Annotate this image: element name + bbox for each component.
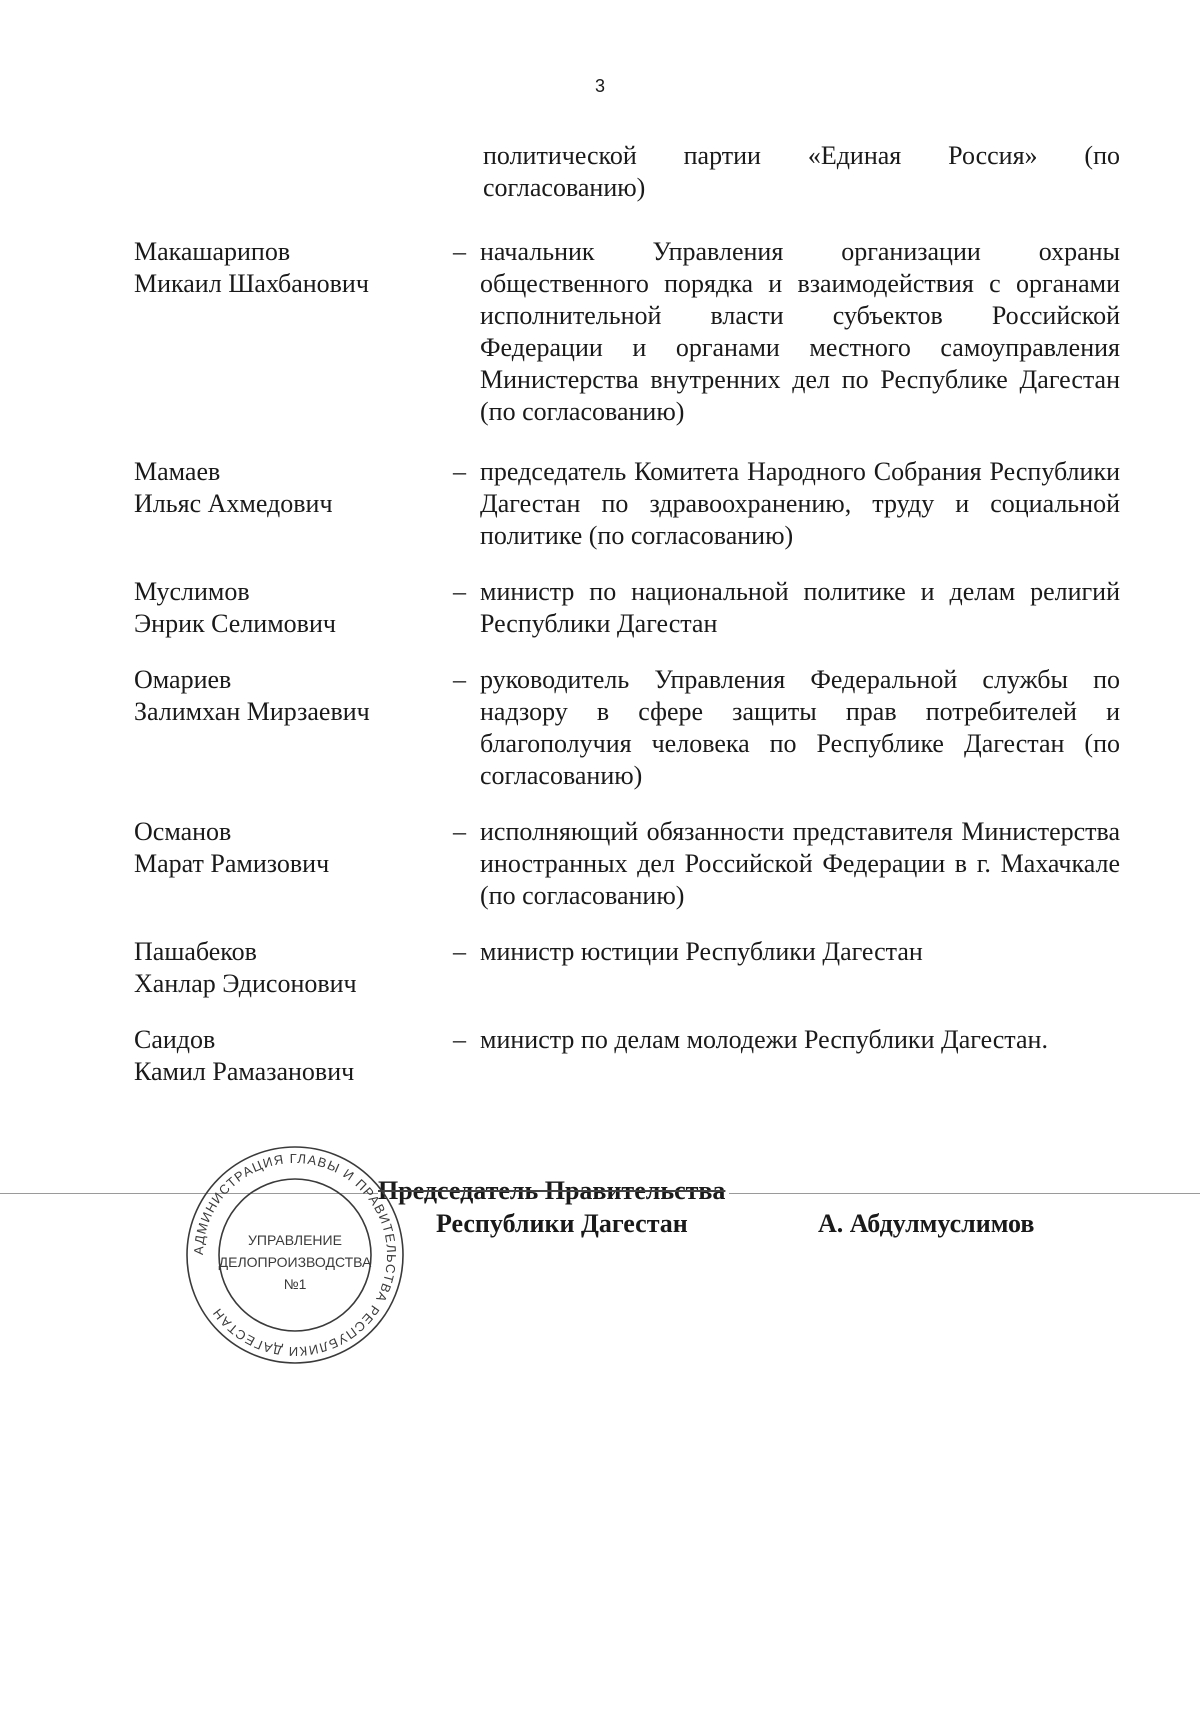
member-given-name: Залимхан Мирзаевич	[134, 697, 370, 726]
member-name	[134, 816, 434, 880]
member-surname: Омариев	[134, 665, 232, 694]
official-stamp	[180, 1140, 410, 1370]
member-position: руководитель Управления Федеральной службы по надзору в сфере защиты прав потребителей и благополучия человека по Республике Дагестан (по согласованию)	[480, 665, 1120, 790]
member-name	[134, 936, 434, 1000]
member-given-name: Ильяс Ахмедович	[134, 489, 333, 518]
member-position: министр юстиции Республики Дагестан	[480, 937, 923, 966]
dash-separator: –	[453, 1025, 466, 1054]
stamp-line-1: УПРАВЛЕНИЕ	[248, 1232, 342, 1248]
member-surname: Пашабеков	[134, 937, 257, 966]
dash-separator: –	[453, 665, 466, 694]
dash-separator: –	[453, 457, 466, 486]
dash-separator: –	[453, 817, 466, 846]
member-given-name: Энрик Селимович	[134, 609, 336, 638]
dash-separator: –	[453, 937, 466, 966]
member-surname: Османов	[134, 817, 232, 846]
member-given-name: Марат Рамизович	[134, 849, 330, 878]
continued-position-text: политической партии «Единая Россия» (по согласованию)	[483, 141, 1120, 202]
signature-organization: Республики Дагестан	[436, 1209, 688, 1238]
stamp-line-3: №1	[283, 1276, 307, 1292]
page-number: 3	[594, 76, 605, 96]
signature-name: А. Абдулмуслимов	[818, 1209, 1035, 1238]
member-position: председатель Комитета Народного Собрания Республики Дагестан по здравоохранению, труду и социальной политике (по согласованию)	[480, 457, 1120, 550]
member-name	[134, 1024, 434, 1088]
member-surname: Мамаев	[134, 457, 221, 486]
dash-separator: –	[453, 237, 466, 266]
member-position: начальник Управления организации охраны общественного порядка и взаимодействия с органами исполнительной власти субъектов Российской Федерации и органами местного самоуправления Министерства внутренних дел по Республике Дагестан (по согласованию)	[480, 237, 1120, 426]
member-surname: Макашарипов	[134, 237, 291, 266]
member-given-name: Ханлар Эдисонович	[134, 969, 357, 998]
member-name	[134, 236, 434, 300]
signature-title	[378, 1175, 729, 1207]
member-given-name: Микаил Шахбанович	[134, 269, 369, 298]
member-position: министр по делам молодежи Республики Дагестан.	[480, 1025, 1048, 1054]
signature-title-text: Председатель Правительства	[378, 1176, 726, 1205]
member-name	[134, 664, 434, 728]
member-given-name: Камил Рамазанович	[134, 1057, 355, 1086]
stamp-line-2: ДЕЛОПРОИЗВОДСТВА	[218, 1254, 372, 1270]
stamp-outer-text: АДМИНИСТРАЦИЯ ГЛАВЫ И ПРАВИТЕЛЬСТВА РЕСПУБЛИКИ ДАГЕСТАН	[190, 1150, 400, 1360]
dash-separator: –	[453, 577, 466, 606]
member-position: министр по национальной политике и делам религий Республики Дагестан	[480, 577, 1120, 638]
member-name	[134, 456, 434, 520]
member-name	[134, 576, 434, 640]
member-position: исполняющий обязанности представителя Министерства иностранных дел Российской Федерации в г. Махачкале (по согласованию)	[480, 817, 1120, 910]
member-surname: Муслимов	[134, 577, 250, 606]
member-surname: Саидов	[134, 1025, 216, 1054]
